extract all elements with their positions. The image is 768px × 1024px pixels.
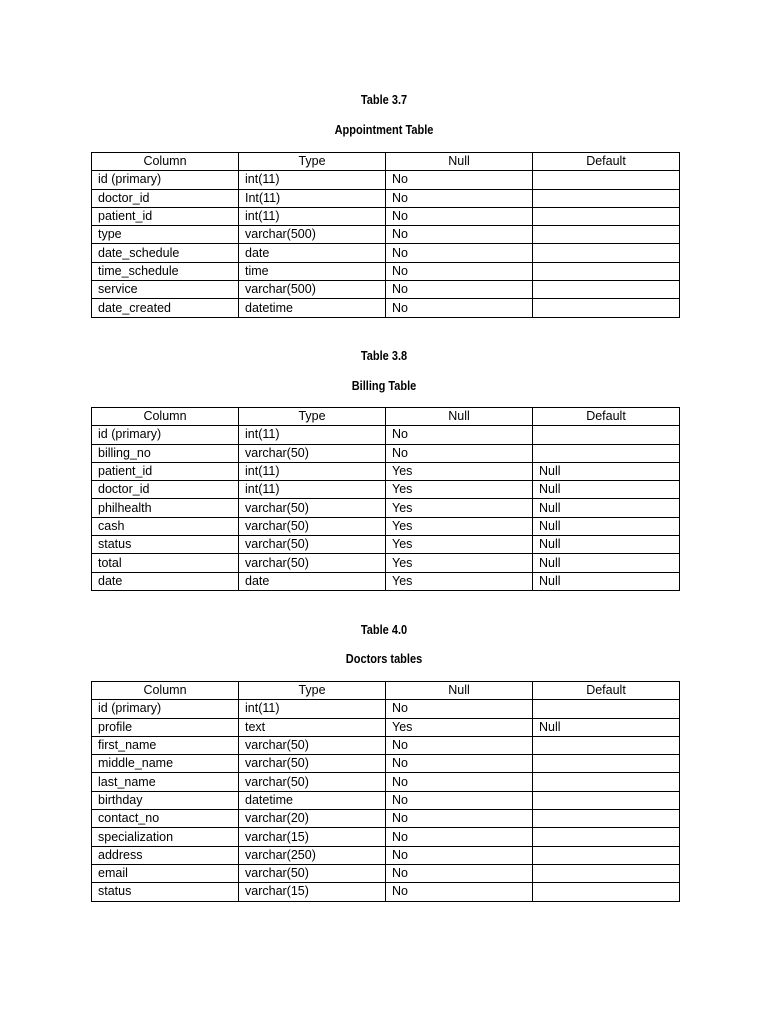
table-row [92, 244, 680, 262]
null-cell: No [386, 810, 533, 828]
table-row [92, 755, 680, 773]
column-name-cell: type [92, 226, 239, 244]
column-name-cell: id (primary) [92, 426, 239, 444]
type-cell: varchar(15) [239, 883, 386, 901]
header-cell: Default [533, 682, 680, 700]
type-cell: int(11) [239, 462, 386, 480]
header-cell: Column [92, 153, 239, 171]
default-cell [533, 773, 680, 791]
default-cell [533, 299, 680, 317]
default-cell [533, 281, 680, 299]
table-title-appointment: Appointment Table [334, 123, 434, 137]
header-cell: Type [239, 408, 386, 426]
table-row [92, 791, 680, 809]
header-row [92, 682, 680, 700]
null-cell: No [386, 171, 533, 189]
null-cell: Yes [386, 499, 533, 517]
type-cell: datetime [239, 791, 386, 809]
table-row [92, 207, 680, 225]
default-cell [533, 426, 680, 444]
table-row [92, 499, 680, 517]
table-row [92, 846, 680, 864]
type-cell: int(11) [239, 426, 386, 444]
default-cell [533, 700, 680, 718]
doctors-table [91, 681, 680, 902]
table-row [92, 883, 680, 901]
type-cell: varchar(20) [239, 810, 386, 828]
table-row [92, 171, 680, 189]
type-cell: text [239, 718, 386, 736]
header-cell: Null [386, 153, 533, 171]
type-cell: int(11) [239, 481, 386, 499]
type-cell: varchar(50) [239, 554, 386, 572]
table-row [92, 299, 680, 317]
table-row [92, 828, 680, 846]
table-row [92, 536, 680, 554]
table-row [92, 262, 680, 280]
table-row [92, 517, 680, 535]
default-cell [533, 244, 680, 262]
column-name-cell: time_schedule [92, 262, 239, 280]
default-cell [533, 226, 680, 244]
default-cell: Null [533, 536, 680, 554]
type-cell: int(11) [239, 171, 386, 189]
null-cell: No [386, 846, 533, 864]
table-row [92, 700, 680, 718]
column-name-cell: cash [92, 517, 239, 535]
table-row [92, 554, 680, 572]
header-cell: Null [386, 408, 533, 426]
null-cell: No [386, 791, 533, 809]
table-row [92, 444, 680, 462]
table-row [92, 572, 680, 590]
default-cell [533, 864, 680, 882]
billing-table [91, 407, 680, 591]
default-cell [533, 846, 680, 864]
table-row [92, 462, 680, 480]
column-name-cell: email [92, 864, 239, 882]
column-name-cell: status [92, 883, 239, 901]
null-cell: No [386, 299, 533, 317]
column-name-cell: profile [92, 718, 239, 736]
type-cell: Int(11) [239, 189, 386, 207]
default-cell: Null [533, 554, 680, 572]
table-row [92, 718, 680, 736]
type-cell: datetime [239, 299, 386, 317]
null-cell: Yes [386, 536, 533, 554]
column-name-cell: first_name [92, 736, 239, 754]
null-cell: No [386, 883, 533, 901]
default-cell [533, 171, 680, 189]
null-cell: Yes [386, 572, 533, 590]
default-cell [533, 810, 680, 828]
type-cell: varchar(500) [239, 281, 386, 299]
header-row [92, 153, 680, 171]
null-cell: Yes [386, 554, 533, 572]
column-name-cell: doctor_id [92, 189, 239, 207]
appointment-table [91, 152, 680, 318]
null-cell: No [386, 736, 533, 754]
type-cell: date [239, 572, 386, 590]
column-name-cell: date_schedule [92, 244, 239, 262]
column-name-cell: philhealth [92, 499, 239, 517]
header-row [92, 408, 680, 426]
type-cell: varchar(50) [239, 755, 386, 773]
type-cell: varchar(500) [239, 226, 386, 244]
column-name-cell: date_created [92, 299, 239, 317]
null-cell: No [386, 281, 533, 299]
table-row [92, 189, 680, 207]
column-name-cell: doctor_id [92, 481, 239, 499]
type-cell: varchar(50) [239, 864, 386, 882]
null-cell: Yes [386, 462, 533, 480]
type-cell: varchar(15) [239, 828, 386, 846]
type-cell: varchar(50) [239, 517, 386, 535]
column-name-cell: birthday [92, 791, 239, 809]
type-cell: varchar(250) [239, 846, 386, 864]
default-cell [533, 262, 680, 280]
default-cell [533, 444, 680, 462]
column-name-cell: id (primary) [92, 700, 239, 718]
table-row [92, 481, 680, 499]
type-cell: varchar(50) [239, 536, 386, 554]
column-name-cell: patient_id [92, 462, 239, 480]
header-cell: Column [92, 408, 239, 426]
null-cell: No [386, 226, 533, 244]
table-row [92, 810, 680, 828]
column-name-cell: total [92, 554, 239, 572]
default-cell [533, 207, 680, 225]
column-name-cell: address [92, 846, 239, 864]
null-cell: No [386, 244, 533, 262]
column-name-cell: last_name [92, 773, 239, 791]
table-row [92, 426, 680, 444]
type-cell: varchar(50) [239, 773, 386, 791]
default-cell: Null [533, 572, 680, 590]
default-cell [533, 755, 680, 773]
default-cell: Null [533, 499, 680, 517]
null-cell: No [386, 262, 533, 280]
default-cell [533, 189, 680, 207]
null-cell: No [386, 755, 533, 773]
column-name-cell: middle_name [92, 755, 239, 773]
table-row [92, 773, 680, 791]
null-cell: No [386, 700, 533, 718]
null-cell: No [386, 773, 533, 791]
header-cell: Null [386, 682, 533, 700]
table-number-doctors: Table 4.0 [360, 623, 408, 637]
column-name-cell: billing_no [92, 444, 239, 462]
default-cell [533, 828, 680, 846]
type-cell: int(11) [239, 700, 386, 718]
header-cell: Column [92, 682, 239, 700]
null-cell: No [386, 828, 533, 846]
null-cell: No [386, 444, 533, 462]
column-name-cell: patient_id [92, 207, 239, 225]
type-cell: int(11) [239, 207, 386, 225]
default-cell [533, 883, 680, 901]
type-cell: varchar(50) [239, 736, 386, 754]
column-name-cell: status [92, 536, 239, 554]
type-cell: date [239, 244, 386, 262]
table-row [92, 226, 680, 244]
default-cell [533, 791, 680, 809]
type-cell: time [239, 262, 386, 280]
table-number-billing: Table 3.8 [360, 349, 408, 363]
table-row [92, 281, 680, 299]
default-cell: Null [533, 718, 680, 736]
header-cell: Default [533, 153, 680, 171]
header-cell: Type [239, 682, 386, 700]
table-title-billing: Billing Table [351, 379, 417, 393]
column-name-cell: service [92, 281, 239, 299]
column-name-cell: id (primary) [92, 171, 239, 189]
null-cell: Yes [386, 718, 533, 736]
column-name-cell: date [92, 572, 239, 590]
header-cell: Type [239, 153, 386, 171]
null-cell: Yes [386, 517, 533, 535]
null-cell: No [386, 189, 533, 207]
table-row [92, 864, 680, 882]
default-cell: Null [533, 517, 680, 535]
default-cell: Null [533, 481, 680, 499]
default-cell [533, 736, 680, 754]
type-cell: varchar(50) [239, 499, 386, 517]
header-cell: Default [533, 408, 680, 426]
type-cell: varchar(50) [239, 444, 386, 462]
null-cell: No [386, 864, 533, 882]
column-name-cell: contact_no [92, 810, 239, 828]
null-cell: No [386, 426, 533, 444]
table-title-doctors: Doctors tables [345, 652, 423, 666]
table-number-appointment: Table 3.7 [360, 93, 408, 107]
null-cell: Yes [386, 481, 533, 499]
column-name-cell: specialization [92, 828, 239, 846]
table-row [92, 736, 680, 754]
null-cell: No [386, 207, 533, 225]
default-cell: Null [533, 462, 680, 480]
